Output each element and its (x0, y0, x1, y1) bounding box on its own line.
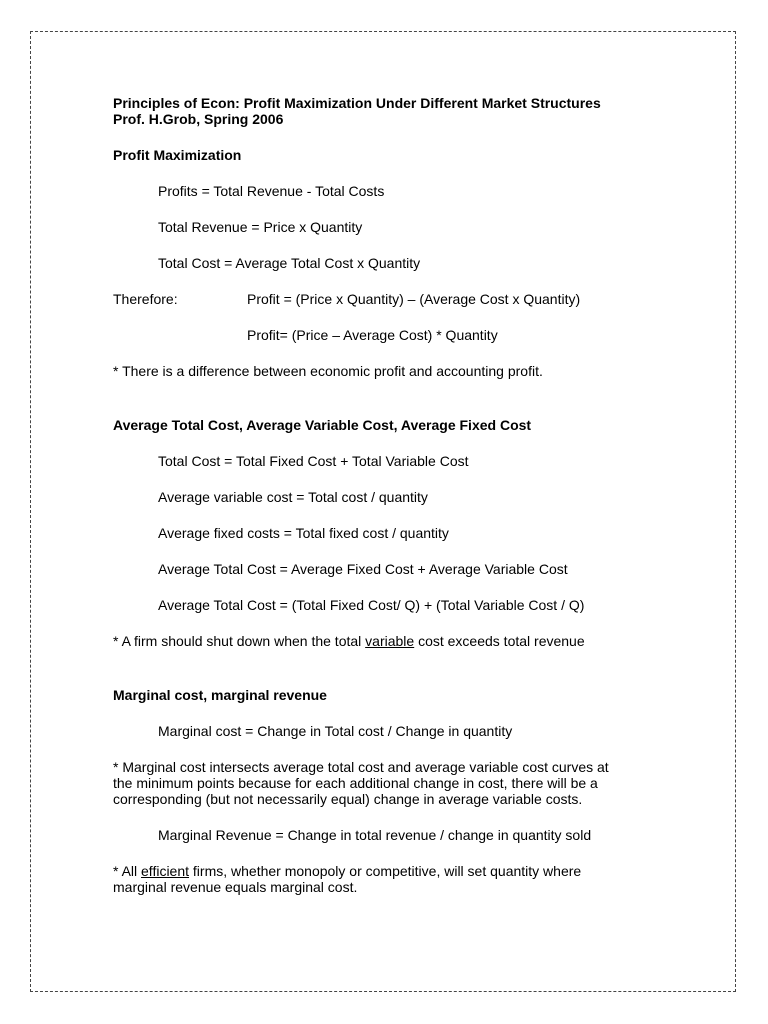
note-shutdown-post: cost exceeds total revenue (414, 633, 585, 649)
eq-marginal-revenue: Marginal Revenue = Change in total revenue / change in quantity sold (158, 827, 592, 843)
note-marginal-intersect (113, 759, 673, 807)
eq-profit-expanded: Profit = (Price x Quantity) – (Average Cost x Quantity) (247, 291, 581, 307)
note-marginal-line-2: the minimum points because for each additional change in cost, there will be a (113, 775, 598, 791)
note-efficient-line-2: marginal revenue equals marginal cost. (113, 879, 358, 895)
note-marginal-line-3: corresponding (but not necessarily equal) change in average variable costs. (113, 791, 583, 807)
eq-profit-simplified: Profit= (Price – Average Cost) * Quantity (247, 327, 498, 343)
therefore-label: Therefore: (113, 291, 178, 307)
eq-average-total-cost: Average Total Cost = Average Fixed Cost + Average Variable Cost (158, 561, 568, 577)
note-shutdown-underlined: variable (365, 633, 415, 649)
note-marginal-line-1: * Marginal cost intersects average total cost and average variable cost curves at (113, 759, 609, 775)
eq-total-cost-sum: Total Cost = Total Fixed Cost + Total Variable Cost (158, 453, 469, 469)
eq-total-revenue: Total Revenue = Price x Quantity (158, 219, 363, 235)
heading-marginal: Marginal cost, marginal revenue (113, 687, 327, 703)
eq-average-total-cost-q: Average Total Cost = (Total Fixed Cost/ Q) + (Total Variable Cost / Q) (158, 597, 585, 613)
heading-average-costs: Average Total Cost, Average Variable Cost, Average Fixed Cost (113, 417, 532, 433)
note-efficient-line-1 (113, 863, 673, 879)
eq-average-fixed-cost: Average fixed costs = Total fixed cost / quantity (158, 525, 449, 541)
title-line-1: Principles of Econ: Profit Maximization Under Different Market Structures (113, 95, 601, 111)
document-title (113, 95, 673, 127)
note-efficient-firms (113, 863, 673, 895)
note-efficient-pre: * All (113, 863, 142, 879)
note-shutdown-pre: * A firm should shut down when the total (113, 633, 366, 649)
title-line-2: Prof. H.Grob, Spring 2006 (113, 111, 284, 127)
eq-marginal-cost: Marginal cost = Change in Total cost / Change in quantity (158, 723, 513, 739)
heading-profit-maximization: Profit Maximization (113, 147, 242, 163)
eq-total-cost: Total Cost = Average Total Cost x Quantity (158, 255, 421, 271)
therefore-row (113, 291, 673, 307)
eq-average-variable-cost: Average variable cost = Total cost / quantity (158, 489, 428, 505)
note-efficient-underlined: efficient (141, 863, 190, 879)
note-shutdown (113, 633, 673, 649)
document-body (113, 95, 673, 895)
note-economic-profit: * There is a difference between economic profit and accounting profit. (113, 363, 543, 379)
eq-profits: Profits = Total Revenue - Total Costs (158, 183, 385, 199)
note-efficient-post: firms, whether monopoly or competitive, will set quantity where (189, 863, 582, 879)
